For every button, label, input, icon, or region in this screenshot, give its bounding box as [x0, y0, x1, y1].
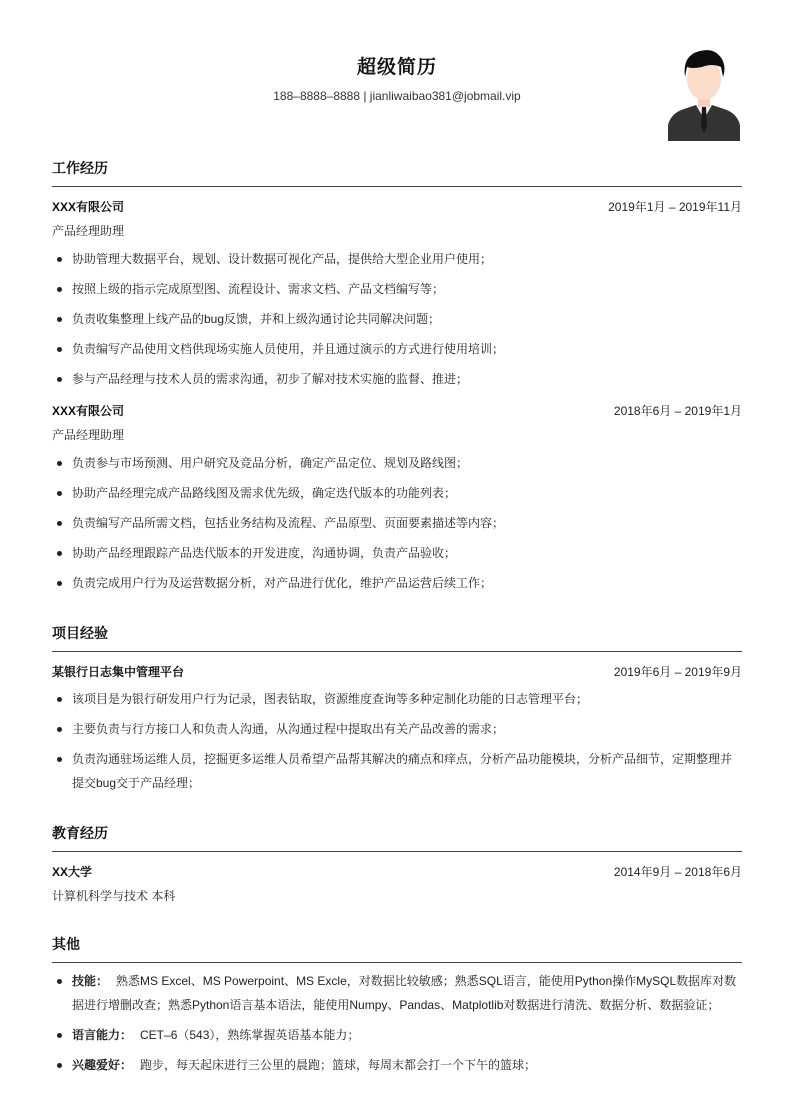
hobby-key: 兴趣爱好：: [72, 1058, 133, 1072]
job-role: 产品经理助理: [52, 428, 125, 442]
list-item: [52, 1023, 742, 1047]
skill-key: 技能：: [72, 974, 109, 988]
list-item: 负责完成用户行为及运营数据分析，对产品进行优化，维护产品运营后续工作；: [52, 571, 742, 595]
duty-list: [52, 247, 742, 391]
list-item: 负责编写产品使用文档供现场实施人员使用，并且通过演示的方式进行使用培训；: [52, 337, 742, 361]
date-range: 2014年9月 – 2018年6月: [613, 864, 742, 879]
list-item: 协助产品经理跟踪产品迭代版本的开发进度，沟通协调，负责产品验收；: [52, 541, 742, 565]
date-range: 2019年6月 – 2019年9月: [613, 664, 742, 679]
list-item: [52, 1053, 742, 1077]
list-item: 主要负责与行方接口人和负责人沟通，从沟通过程中提取出有关产品改善的需求；: [52, 717, 742, 741]
list-item: [52, 969, 742, 1017]
list-item: 负责参与市场预测、用户研究及竞品分析，确定产品定位、规划及路线图；: [52, 451, 742, 475]
resume-name: 超级简历: [356, 57, 437, 78]
list-item: 负责收集整理上线产品的bug反馈，并和上级沟通讨论共同解决问题；: [52, 307, 742, 331]
language-key: 语言能力：: [72, 1028, 133, 1042]
skill-value: 熟悉MS Excel、MS Powerpoint、MS Excle，对数据比较敏感；熟悉SQL语言，能使用Python操作MySQL数据库对数据进行增删改查；熟悉Python语言基本语法，能使用Numpy、Pandas、Matplotlib对数据进行清洗、数据分析、数据验证；: [72, 974, 737, 1012]
list-item: 按照上级的指示完成原型图、流程设计、需求文档、产品文档编写等；: [52, 277, 742, 301]
section-title-project: 项目经验: [52, 623, 742, 652]
school-name: XX大学: [52, 864, 93, 879]
project-list: [52, 687, 742, 795]
other-list: [52, 969, 742, 1077]
section-title-work: 工作经历: [52, 158, 742, 187]
work-entry: [52, 196, 742, 391]
date-range: 2018年6月 – 2019年1月: [613, 403, 742, 418]
date-range: 2019年1月 – 2019年11月: [608, 199, 742, 214]
avatar: [668, 47, 740, 141]
major: 计算机科学与技术 本科: [52, 889, 176, 903]
list-item: 协助管理大数据平台，规划、设计数据可视化产品，提供给大型企业用户使用；: [52, 247, 742, 271]
section-title-other: 其他: [52, 934, 742, 963]
resume-header: [52, 0, 742, 150]
duty-list: [52, 451, 742, 595]
list-item: 负责沟通驻场运维人员，挖掘更多运维人员希望产品帮其解决的痛点和痒点，分析产品功能模块，分析产品细节，定期整理并提交bug交于产品经理；: [52, 747, 742, 795]
work-entry: [52, 400, 742, 595]
hobby-value: 跑步，每天起床进行三公里的晨跑；篮球，每周末都会打一个下午的篮球；: [140, 1058, 537, 1072]
project-entry: [52, 661, 742, 795]
job-role: 产品经理助理: [52, 224, 125, 238]
list-item: 该项目是为银行研发用户行为记录，图表钻取，资源维度查询等多种定制化功能的日志管理平台；: [52, 687, 742, 711]
language-value: CET–6（543），熟练掌握英语基本能力；: [140, 1028, 360, 1042]
resume-page: [52, 0, 742, 1077]
company-name: XXX有限公司: [52, 199, 125, 214]
contact-info: 188–8888–8888 | jianliwaibao381@jobmail.vip: [273, 89, 521, 103]
project-name: 某银行日志集中管理平台: [52, 664, 185, 679]
list-item: 参与产品经理与技术人员的需求沟通，初步了解对技术实施的监督、推进；: [52, 367, 742, 391]
list-item: 负责编写产品所需文档，包括业务结构及流程、产品原型、页面要素描述等内容；: [52, 511, 742, 535]
company-name: XXX有限公司: [52, 403, 125, 418]
list-item: 协助产品经理完成产品路线图及需求优先级，确定迭代版本的功能列表；: [52, 481, 742, 505]
education-entry: [52, 861, 742, 906]
section-title-education: 教育经历: [52, 823, 742, 852]
